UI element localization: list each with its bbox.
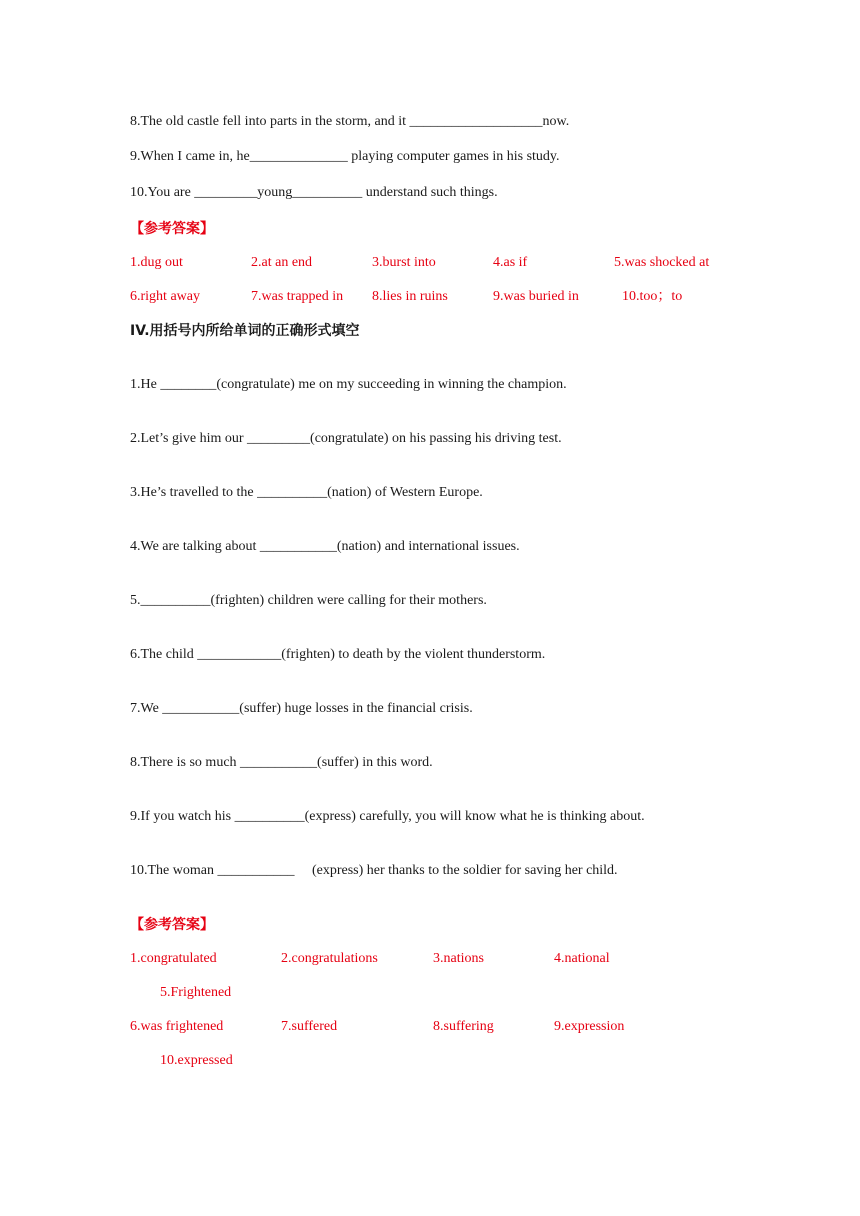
- answer-item: 10.too；to: [622, 289, 683, 304]
- answer-item: 8.suffering: [433, 1019, 494, 1034]
- question-5: 5.__________(frighten) children were calling for their mothers.: [130, 593, 487, 608]
- question-10: 10.You are _________young__________ understand such things.: [130, 185, 498, 200]
- question-2: 2.Let’s give him our _________(congratulate) on his passing his driving test.: [130, 431, 562, 446]
- answer-item: 6.right away: [130, 289, 200, 304]
- answer-item: 10.expressed: [160, 1053, 233, 1068]
- section-heading: IV.用括号内所给单词的正确形式填空: [130, 323, 360, 339]
- answer-item: 8.lies in ruins: [372, 289, 448, 304]
- answer-item: 6.was frightened: [130, 1019, 224, 1034]
- answer-item: 1.congratulated: [130, 951, 217, 966]
- answer-item: 2.at an end: [251, 255, 313, 270]
- question-6: 6.The child ____________(frighten) to death by the violent thunderstorm.: [130, 647, 546, 662]
- answer-heading: 【参考答案】: [130, 221, 214, 237]
- question-9: 9.When I came in, he______________ playing computer games in his study.: [130, 149, 560, 164]
- question-4: 4.We are talking about ___________(nation) and international issues.: [130, 539, 520, 554]
- answer-item: 4.as if: [493, 255, 528, 270]
- question-3: 3.He’s travelled to the __________(nation) of Western Europe.: [130, 485, 483, 500]
- answer-item: 3.nations: [433, 951, 484, 966]
- question-9: 9.If you watch his __________(express) carefully, you will know what he is thinking about.: [130, 809, 645, 824]
- question-1: 1.He ________(congratulate) me on my succeeding in winning the champion.: [130, 377, 567, 392]
- answer-item: 4.national: [554, 951, 610, 966]
- answer-item: 2.congratulations: [281, 951, 378, 966]
- answer-item: 3.burst into: [372, 255, 436, 270]
- answer-item: 5.was shocked at: [614, 255, 710, 270]
- question-8: 8.The old castle fell into parts in the storm, and it ___________________now.: [130, 114, 570, 129]
- question-8: 8.There is so much ___________(suffer) in this word.: [130, 755, 433, 770]
- answer-item: 9.was buried in: [493, 289, 579, 304]
- answer-item: 7.was trapped in: [251, 289, 344, 304]
- question-10: 10.The woman ___________ (express) her thanks to the soldier for saving her child.: [130, 863, 618, 878]
- answer-item: 1.dug out: [130, 255, 183, 270]
- question-7: 7.We ___________(suffer) huge losses in the financial crisis.: [130, 701, 473, 716]
- answer-item: 9.expression: [554, 1019, 625, 1034]
- answer-item: 7.suffered: [281, 1019, 338, 1034]
- answer-heading: 【参考答案】: [130, 917, 214, 933]
- answer-item: 5.Frightened: [160, 985, 232, 1000]
